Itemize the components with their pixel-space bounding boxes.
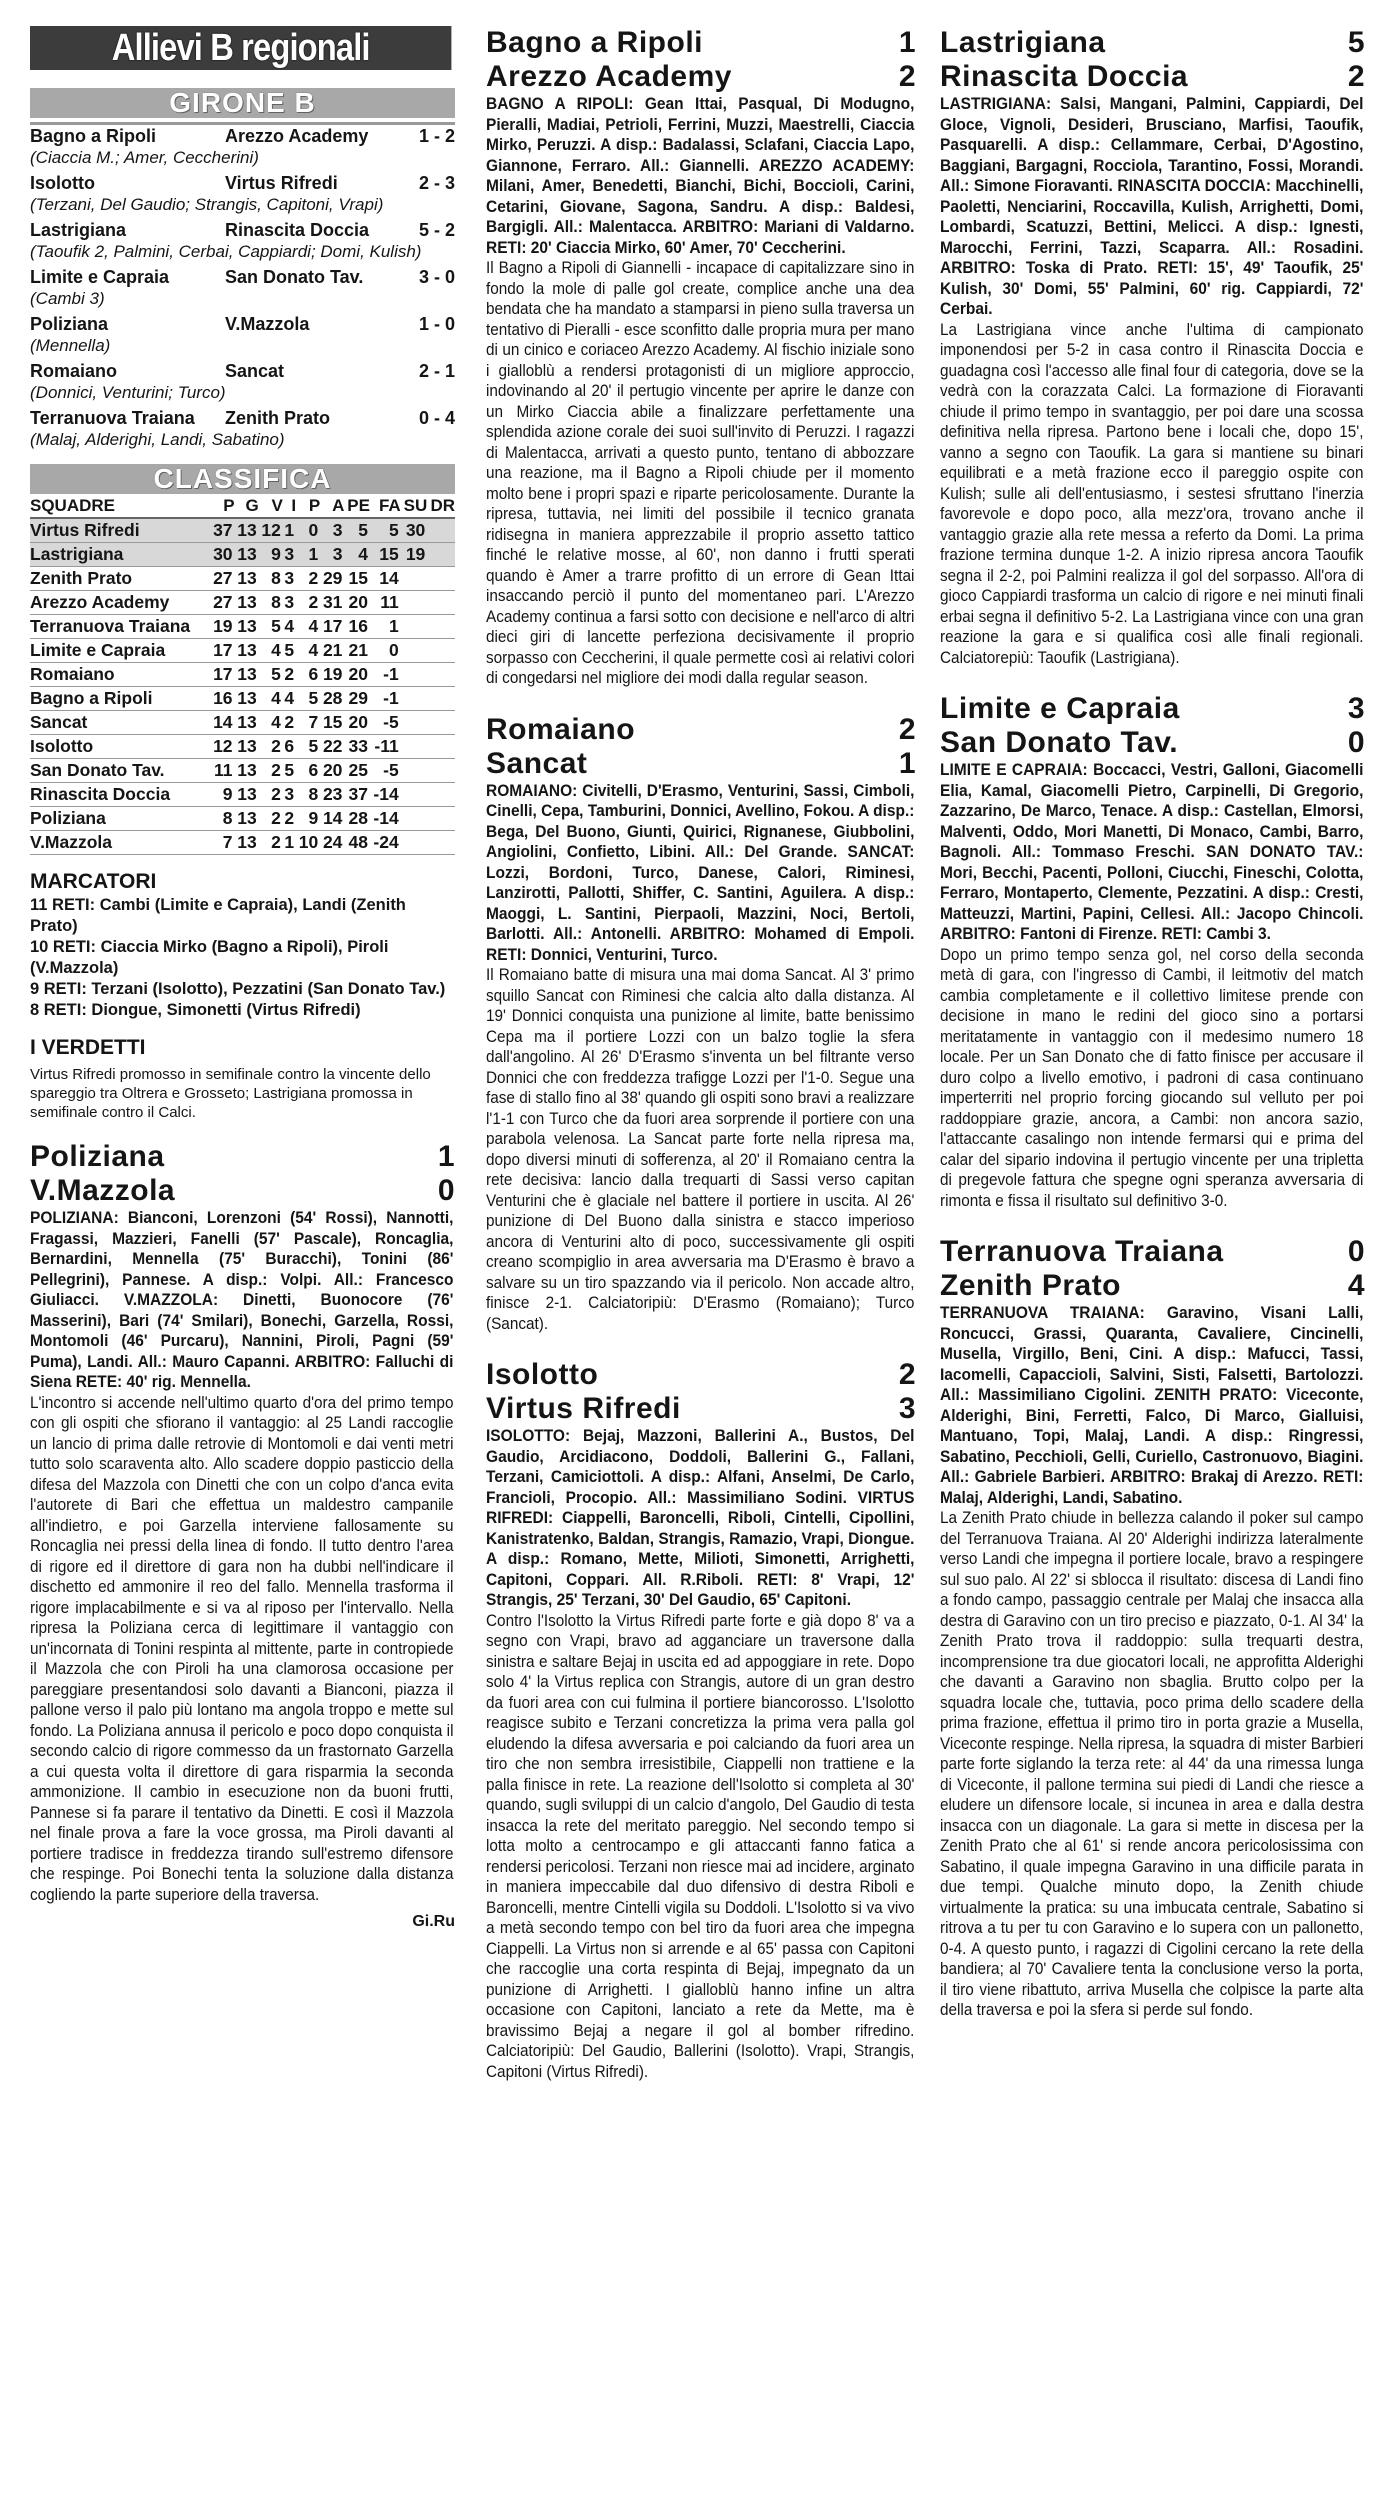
- result-scorers: (Terzani, Del Gaudio; Strangis, Capitoni, Vrapi): [30, 195, 384, 214]
- page-title: Allievi B regionali: [30, 26, 451, 70]
- standings-header: [30, 494, 455, 518]
- away-team: Rinascita Doccia: [225, 220, 370, 240]
- verdetti-heading: I VERDETTI: [30, 1036, 146, 1059]
- home-team: Bagno a Ripoli: [30, 126, 156, 146]
- standings-value: 11: [370, 591, 401, 615]
- match-score: 2 - 3: [418, 173, 455, 193]
- away-team: Zenith Prato: [225, 408, 331, 428]
- standings-value: 6: [296, 759, 320, 783]
- standings-value: 30: [401, 518, 428, 543]
- match-score: 0 - 4: [418, 408, 455, 428]
- standings-value: 5: [344, 518, 370, 543]
- team-name: Romaiano: [486, 712, 636, 746]
- standings-value: 2: [259, 831, 283, 855]
- score-line-home: [940, 1235, 1365, 1269]
- standings-value: 23: [320, 783, 344, 807]
- standings-value: 2: [259, 783, 283, 807]
- standings-value: 5: [370, 518, 401, 543]
- standings-value: [401, 591, 428, 615]
- standings-team: San Donato Tav.: [30, 759, 210, 783]
- right-column: [940, 0, 1365, 2021]
- team-score: 0: [1347, 726, 1365, 759]
- team-score: 1: [437, 1140, 455, 1173]
- standings-value: 13: [235, 591, 259, 615]
- article-lastrigiana: [940, 26, 1365, 668]
- standings-col-header: G: [235, 494, 259, 518]
- result-row: [30, 172, 455, 194]
- standings-value: 20: [344, 591, 370, 615]
- team-score: 0: [437, 1174, 455, 1207]
- standings-value: 4: [259, 711, 283, 735]
- standings-value: 20: [344, 663, 370, 687]
- standings-value: -5: [370, 759, 401, 783]
- standings-value: 17: [320, 615, 344, 639]
- standings-value: 14: [210, 711, 234, 735]
- home-team: Limite e Capraia: [30, 267, 170, 287]
- standings-value: 12: [210, 735, 234, 759]
- standings-team: Virtus Rifredi: [30, 518, 210, 543]
- standings-value: 6: [283, 735, 296, 759]
- team-name: Bagno a Ripoli: [486, 26, 703, 59]
- standings-value: [427, 759, 455, 783]
- standings-value: 17: [210, 639, 234, 663]
- standings-value: [401, 687, 428, 711]
- girone-heading: GIRONE B: [30, 88, 455, 118]
- standings-value: 28: [320, 687, 344, 711]
- standings-row: [30, 591, 455, 615]
- standings-value: 1: [283, 831, 296, 855]
- standings-value: 7: [296, 711, 320, 735]
- standings-value: 20: [344, 711, 370, 735]
- standings-row: [30, 807, 455, 831]
- result-row: [30, 313, 455, 335]
- team-name: Virtus Rifredi: [486, 1392, 681, 1425]
- standings-value: -14: [370, 783, 401, 807]
- match-score: 1 - 0: [418, 314, 455, 334]
- standings-value: 13: [235, 783, 259, 807]
- home-team: Isolotto: [30, 173, 95, 193]
- team-score: 5: [1347, 26, 1365, 59]
- standings-row: [30, 663, 455, 687]
- standings-team: Zenith Prato: [30, 567, 210, 591]
- standings-row: [30, 759, 455, 783]
- standings-value: 9: [259, 543, 283, 567]
- middle-column: [486, 0, 916, 2082]
- standings-team: V.Mazzola: [30, 831, 210, 855]
- lineups: ROMAIANO: Civitelli, D'Erasmo, Venturini, Sassi, Cimboli, Cinelli, Cepa, Tamburini, Donnici, Avellino, Fokou. A disp.: Bega, Del Buono, Giunti, Quirici, Rignanese, Giubbolini, Angiolini, Confietto, Libini. All.: Del Grande. SANCAT: Lozzi, Bordoni, Turco, Danese, Calori, Riminesi, Lanzirotti, Pallotti, Shiffer, C. Santini, Aguilera. A disp.: Maoggi, L. Santini, Pierpaoli, Mazzini, Noci, Bertoli, Barlotti. All.: Antonelli. ARBITRO: Mohamed di Empoli. RETI: Donnici, Venturini, Turco.: [486, 781, 915, 964]
- standings-value: 9: [210, 783, 234, 807]
- score-line-away: [30, 1174, 455, 1208]
- standings-col-header: P: [210, 494, 234, 518]
- team-name: Poliziana: [30, 1140, 165, 1173]
- author-signature: Gi.Ru: [412, 1913, 455, 1930]
- standings-value: 5: [296, 735, 320, 759]
- standings-value: 19: [401, 543, 428, 567]
- standings-value: 27: [210, 567, 234, 591]
- standings-team: Sancat: [30, 711, 210, 735]
- standings-value: 3: [320, 518, 344, 543]
- score-line-away: [940, 726, 1365, 760]
- team-name: Zenith Prato: [940, 1269, 1122, 1302]
- away-team: V.Mazzola: [225, 314, 310, 334]
- standings-value: [401, 783, 428, 807]
- standings-team: Arezzo Academy: [30, 591, 210, 615]
- score-line-away: [486, 60, 916, 94]
- standings-value: [401, 711, 428, 735]
- standings-value: 25: [344, 759, 370, 783]
- lineups: BAGNO A RIPOLI: Gean Ittai, Pasqual, Di Modugno, Pieralli, Madiai, Petrioli, Ferrini, Muzzi, Maestrelli, Ciaccia Mirko, Peruzzi. A disp.: Badalassi, Sclafani, Ciaccia Lapo, Giannone, Ferraro. All.: Giannelli. AREZZO ACADEMY: Milani, Amer, Benedetti, Bianchi, Bichi, Boccioli, Carini, Cetarini, Giovane, Sagona, Sandru. A disp.: Baldesi, Bargigli. All.: Malentacca. ARBITRO: Mariani di Valdarno. RETI: 20' Ciaccia Mirko, 60' Amer, 70' Ceccherini.: [486, 95, 915, 257]
- team-score: 1: [898, 746, 916, 780]
- standings-value: 21: [344, 639, 370, 663]
- standings-value: 13: [235, 663, 259, 687]
- standings-value: 37: [210, 518, 234, 543]
- standings-team: Romaiano: [30, 663, 210, 687]
- away-team: Virtus Rifredi: [225, 173, 338, 193]
- standings-value: [401, 759, 428, 783]
- standings-value: 3: [283, 783, 296, 807]
- score-line-home: [486, 713, 916, 747]
- result-row: [30, 360, 455, 382]
- standings-value: 19: [320, 663, 344, 687]
- standings-value: 0: [370, 639, 401, 663]
- standings-col-header: SU: [401, 494, 428, 518]
- standings-value: 3: [283, 591, 296, 615]
- score-line-home: [30, 1140, 455, 1174]
- scorers-list: [30, 895, 455, 1021]
- standings-col-header: PE: [344, 494, 370, 518]
- standings-value: 2: [296, 591, 320, 615]
- result-scorers: (Ciaccia M.; Amer, Ceccherini): [30, 148, 259, 167]
- standings-value: [427, 543, 455, 567]
- standings-col-header: FA: [370, 494, 401, 518]
- standings-col-header: A: [320, 494, 344, 518]
- result-scorers: (Mennella): [30, 336, 111, 355]
- standings-value: 2: [259, 759, 283, 783]
- article-bagno: [486, 26, 916, 689]
- result-row: [30, 125, 455, 147]
- team-score: 3: [898, 1392, 916, 1425]
- standings-value: 13: [235, 759, 259, 783]
- standings-value: [401, 831, 428, 855]
- standings-value: 4: [259, 639, 283, 663]
- scorer-line: 11 RETI: Cambi (Limite e Capraia), Landi (Zenith Prato): [30, 896, 406, 935]
- standings-value: 9: [296, 807, 320, 831]
- article-body: La Lastrigiana vince anche l'ultima di campionato imponendosi per 5-2 in casa contro il Rinascita Doccia e guadagna così l'accesso alle final four di categoria, dove se la vedrà con la corazzata Calci. La formazione di Fioravanti chiude il primo tempo in svantaggio, per poi dare una scossa definitiva nella ripresa. Partono bene i locali che, dopo 15', vanno a segno con Taoufik. La gara si mantiene su binari equilibrati e a metà frazione ecco il pareggio ospite con Kulish; sulle ali dell'entusiasmo, i sestesi sfruttano l'inerzia favorevole e dopo poco, alla mezz'ora, trovano anche il vantaggio grazie alla rete messa a referto da Domi. La prima frazione termina dunque 1-2. A inizio ripresa ancora Taoufik segna il 2-2, poi Palmini realizza il gol del sorpasso. All'ora di gioco Cappiardi trasforma un calcio di rigore e nei minuti finali erbai segna il definitivo 5-2. La Lastrigiana vince con una gran reazione la gara e si qualifica così alle finali regionali. Calciatorepiù: Taoufik (Lastrigiana).: [940, 320, 1364, 667]
- left-column: [30, 0, 455, 1931]
- score-line-home: [486, 26, 916, 60]
- standings-value: [427, 567, 455, 591]
- standings-row: [30, 543, 455, 567]
- team-score: 2: [898, 60, 916, 93]
- results-list: [30, 125, 455, 450]
- article-body: Dopo un primo tempo senza gol, nel corso della seconda metà di gara, con l'ingresso di Cambi, il leitmotiv del match cambia completamente e il collettivo limitese prende con decisione in mano le redini del gioco sino a portarsi meritatamente in vantaggio con il medesimo numero 18 locale. Per un San Donato che di fatto finisce per accusare il duro colpo a livello emotivo, i padroni di casa continuano imperterriti nel proprio forcing giocando sul velluto per poi raddoppiare grazie, ancora, a Cambi: non ancora sazio, l'attaccante casalingo non intende fermarsi qui e prima del calar del sipario indovina il pertugio vincente per una tripletta di pregevole fattura che spegne ogni speranza avversaria di rimonta e fissa il risultato sul definitivo 3-0.: [940, 945, 1364, 1210]
- home-team: Poliziana: [30, 314, 109, 334]
- standings-value: 4: [296, 639, 320, 663]
- standings-value: 1: [296, 543, 320, 567]
- standings-value: [427, 591, 455, 615]
- standings-value: 21: [320, 639, 344, 663]
- standings-value: 2: [296, 567, 320, 591]
- standings-row: [30, 735, 455, 759]
- standings-team: Terranuova Traiana: [30, 615, 210, 639]
- score-line-home: [486, 1358, 916, 1392]
- standings-value: 10: [296, 831, 320, 855]
- standings-row: [30, 831, 455, 855]
- standings-value: 15: [320, 711, 344, 735]
- standings-value: 2: [259, 807, 283, 831]
- team-name: San Donato Tav.: [940, 726, 1179, 759]
- standings-value: 5: [296, 687, 320, 711]
- team-score: 0: [1347, 1235, 1365, 1268]
- standings-value: 3: [283, 567, 296, 591]
- team-score: 2: [898, 1358, 916, 1391]
- standings-value: [427, 831, 455, 855]
- standings-value: 12: [259, 518, 283, 543]
- standings-value: 13: [235, 543, 259, 567]
- standings-value: [427, 639, 455, 663]
- standings-value: 13: [235, 639, 259, 663]
- result-scorers: (Cambi 3): [30, 289, 105, 308]
- standings-value: [401, 807, 428, 831]
- team-name: Sancat: [486, 746, 588, 780]
- standings-value: -14: [370, 807, 401, 831]
- standings-value: 13: [235, 831, 259, 855]
- marcatori-heading: MARCATORI: [30, 870, 157, 893]
- standings-value: 13: [235, 711, 259, 735]
- standings-value: -1: [370, 663, 401, 687]
- home-team: Romaiano: [30, 361, 118, 381]
- standings-value: 20: [320, 759, 344, 783]
- standings-value: 22: [320, 735, 344, 759]
- standings-value: 17: [210, 663, 234, 687]
- team-name: Arezzo Academy: [486, 60, 732, 93]
- article-terranuova: [940, 1235, 1365, 2021]
- team-score: 4: [1347, 1269, 1365, 1302]
- standings-value: 37: [344, 783, 370, 807]
- standings-value: 5: [283, 639, 296, 663]
- standings-team: Limite e Capraia: [30, 639, 210, 663]
- standings-value: 8: [296, 783, 320, 807]
- standings-value: 48: [344, 831, 370, 855]
- standings-value: 4: [283, 687, 296, 711]
- team-score: 2: [1347, 60, 1365, 93]
- standings-value: -1: [370, 687, 401, 711]
- lineups: LIMITE E CAPRAIA: Boccacci, Vestri, Galloni, Giacomelli Elia, Kamal, Giacomelli Pietro, Carpinelli, Di Gregorio, Zazzarino, De Marco, Tenace. A disp.: Castellan, Elmorsi, Malventi, Oddo, Mori Manetti, Di Monaco, Cambi, Barro, Bagnoli. All.: Tommaso Freschi. SAN DONATO TAV.: Mori, Becchi, Pacenti, Polloni, Ciucchi, Fineschi, Colotta, Ferraro, Montaperto, Clemente, Pezzatini. A disp.: Cresti, Matteuzzi, Martini, Papini, Cellesi. All.: Jacopo Chincoli. ARBITRO: Fantoni di Firenze. RETI: Cambi 3.: [940, 761, 1364, 943]
- away-team: San Donato Tav.: [225, 267, 364, 287]
- score-line-home: [940, 692, 1365, 726]
- standings-value: 29: [344, 687, 370, 711]
- standings-col-header: SQUADRE: [30, 494, 210, 518]
- lineups: LASTRIGIANA: Salsi, Mangani, Palmini, Cappiardi, Del Gloce, Vignoli, Desideri, Brusciano, Marfisi, Taoufik, Pasquarelli. A disp.: Cellammare, Cerbai, D'Agostino, Baggiani, Bargagni, Rocciola, Tarantino, Fossi, Morandi. All.: Simone Fioravanti. RINASCITA DOCCIA: Macchinelli, Paoletti, Nenciarini, Roccavilla, Kulish, Arrighetti, Domi, Lombardi, Scatuzzi, Bettini, Melicci. A disp.: Ignesti, Marocchi, Ferrini, Tazzi, Scaparra. All.: Rosadini. ARBITRO: Toska di Prato. RETI: 15', 49' Taoufik, 25' Kulish, 30' Domi, 55' Palmini, 60' rig. Cappiardi, 72' Cerbai.: [940, 95, 1364, 318]
- standings-team: Bagno a Ripoli: [30, 687, 210, 711]
- standings-row: [30, 639, 455, 663]
- standings-value: 4: [344, 543, 370, 567]
- standings-value: 29: [320, 567, 344, 591]
- standings-row: [30, 567, 455, 591]
- article-isolotto: [486, 1358, 916, 2082]
- lineups: POLIZIANA: Bianconi, Lorenzoni (54' Rossi), Nannotti, Fragassi, Mazzieri, Fanelli (57' Pascale), Roncaglia, Bernardini, Mennella (75' Buracchi), Tonini (86' Pellegrini), Pannese. A disp.: Volpi. All.: Francesco Giuliacci. V.MAZZOLA: Dinetti, Buonocore (76' Masserini), Bari (74' Smilari), Bonechi, Garzella, Rossi, Montomoli (46' Purcaru), Nannini, Piroli, Pagni (59' Puma), Landi. All.: Mauro Capanni. ARBITRO: Falluchi di Siena RETE: 40' rig. Mennella.: [30, 1209, 454, 1391]
- standings-value: 8: [259, 567, 283, 591]
- classifica-heading: CLASSIFICA: [30, 464, 455, 494]
- standings-value: 11: [210, 759, 234, 783]
- standings-value: 14: [320, 807, 344, 831]
- standings-row: [30, 687, 455, 711]
- standings-value: 5: [259, 615, 283, 639]
- home-team: Lastrigiana: [30, 220, 127, 240]
- score-line-away: [486, 1392, 916, 1426]
- standings-value: 13: [235, 735, 259, 759]
- standings-value: 8: [259, 591, 283, 615]
- standings-value: [401, 735, 428, 759]
- team-name: Rinascita Doccia: [940, 60, 1189, 93]
- standings-value: 15: [344, 567, 370, 591]
- article-body: L'incontro si accende nell'ultimo quarto d'ora del primo tempo con gli ospiti che sfiorano il vantaggio: al 25 Landi raccoglie un lancio di prima dalle retrovie di Montomoli e dai venti metri tutto solo scaraventa alto. Allo scadere doppio pasticcio della difesa del Mazzola con Dinetti che con un colpo d'anca evita l'autorete di Bari che effettua un maldestro campanile all'indietro, e poi Garzella interviene fallosamente su Roncaglia nei pressi della linea di fondo. Il tutto dentro l'area di rigore ed il direttore di gara non ha dubbi nell'indicare il dischetto ed ammonire il reo del fallo. Mennella trasforma il rigore implacabilmente e si va al riposo per l'intervallo. Nella ripresa la Poliziana cerca di legittimare il vantaggio con un'incornata di Tonini respinta al mittente, parte in contropiede il Mazzola che con Piroli ha una clamorosa occasione per pareggiare presentandosi solo davanti a Bianconi, piazza il pallone verso il palo più lontano ma angola troppo e mette sul fondo. La Poliziana annusa il pericolo e poco dopo conquista il secondo calcio di rigore commesso da un frastornato Garzella a cui questa volta il direttore di gara risparmia la seconda ammonizione. Il cambio in esecuzione non da buoni frutti, Pannese si fa parare il tentativo da Dinetti. E così il Mazzola nel finale prova a fare la voce grossa, ma Piroli davanti al portiere tradisce in freddezza tirando sull'estremo difensore che respinge. Poi Bonechi tenta la soluzione dalla distanza cogliendo la parte superiore della traversa.: [30, 1393, 454, 1904]
- standings-value: 28: [344, 807, 370, 831]
- standings-value: 33: [344, 735, 370, 759]
- standings-value: [427, 711, 455, 735]
- standings-value: 2: [283, 711, 296, 735]
- standings-value: [427, 735, 455, 759]
- standings-value: [401, 639, 428, 663]
- standings-col-header: V: [259, 494, 283, 518]
- standings-value: [401, 663, 428, 687]
- standings-team: Isolotto: [30, 735, 210, 759]
- standings-value: 4: [259, 687, 283, 711]
- team-name: V.Mazzola: [30, 1174, 176, 1207]
- standings-value: 5: [283, 759, 296, 783]
- standings-value: 1: [283, 518, 296, 543]
- result-scorers: (Taoufik 2, Palmini, Cerbai, Cappiardi; Domi, Kulish): [30, 242, 422, 261]
- score-line-away: [940, 60, 1365, 94]
- standings-value: 6: [296, 663, 320, 687]
- result-row: [30, 407, 455, 429]
- standings-value: [427, 807, 455, 831]
- scorer-line: 9 RETI: Terzani (Isolotto), Pezzatini (San Donato Tav.): [30, 980, 446, 998]
- standings-value: 30: [210, 543, 234, 567]
- match-score: 3 - 0: [418, 267, 455, 287]
- verdetti-text: Virtus Rifredi promosso in semifinale contro la vincente dello spareggio tra Oltrera e Grosseto; Lastrigiana promossa in semifinale contro il Calci.: [30, 1066, 431, 1121]
- scorer-line: 10 RETI: Ciaccia Mirko (Bagno a Ripoli), Piroli (V.Mazzola): [30, 938, 389, 977]
- team-name: Lastrigiana: [940, 26, 1106, 59]
- lineups: ISOLOTTO: Bejaj, Mazzoni, Ballerini A., Bustos, Del Gaudio, Arcidiacono, Doddoli, Ballerini G., Fallani, Terzani, Camiciottoli. A disp.: Alfani, Anselmi, De Carlo, Francioli, Procopio. All.: Massimiliano Sodini. VIRTUS RIFREDI: Ciappelli, Baroncelli, Riboli, Cintelli, Cipollini, Kanistratenko, Baldan, Strangis, Ramazio, Vrapi, Diongue. A disp.: Romano, Mette, Milioti, Simonetti, Arrighetti, Capitoni, Coppari. All. R.Riboli. RETI: 8' Vrapi, 12' Strangis, 25' Terzani, 30' Del Gaudio, 65' Capitoni.: [486, 1427, 915, 1609]
- standings-value: [401, 567, 428, 591]
- article-body: La Zenith Prato chiude in bellezza calando il poker sul campo del Terranuova Traiana. Al 20' Alderighi indirizza lateralmente verso Landi che impegna il portiere locale, bravo a respingere sul suo palo. Al 22' si sblocca il risultato: discesa di Landi fino a fondo campo, passaggio centrale per Malaj che insacca alla destra di Garavino con un tiro preciso e piazzato, 0-1. Al 34' la Zenith Prato trova il raddoppio: sulla trequarti destra, incomprensione tra due giocatori locali, ne approfitta Alderighi che davanti a Garavino non sbaglia. Brutto colpo per la squadra locale che, tuttavia, poco prima dello scadere della prima frazione, effettua il primo tiro in porta grazie a Musella, Viceconte respinge. Nella ripresa, la squadra di mister Barbieri parte forte siglando la terza rete: al 44' da una rimessa lunga di Viceconte, il pallone termina sui piedi di Landi che riesce a eludere un difensore locale, si incunea in area e dalla destra insacca con un diagonale. La gara si mette in discesa per la Zenith Prato che al 61' si rende ancora pericolosissima con Sabatino, il quale impegna Garavino in una difficile parata in due tempi. Qualche minuto dopo, la Zenith chiude virtualmente la pratica: su una imbucata centrale, Sabatino si ritrova a tu per tu con Garavino e lo supera con un pallonetto, 0-4. A questo punto, i ragazzi di Cigolini cercano la rete della bandiera; al 70' Cavaliere tenta la conclusione verso la porta, il tiro viene ribattuto, arriva Musella che colpisce la parte alta della traversa e poi la sfera si perde sul fondo.: [940, 1509, 1364, 2019]
- standings-value: 8: [210, 807, 234, 831]
- score-line-away: [940, 1269, 1365, 1303]
- match-score: 1 - 2: [418, 126, 455, 146]
- article-body: Il Bagno a Ripoli di Giannelli - incapace di capitalizzare sino in fondo la mole di palle gol create, complice anche una dea bendata che ha mandato a stamparsi in pieno sulla traversa un tentativo di Pieralli - esce sconfitto dalle propria mura per mano di un cinico e coriaceo Arezzo Academy. Al fischio iniziale sono i giallоblù a rendersi protagonisti di un migliore approccio, indovinando al 20' il pertugio vincente per aprire le danze con un Mirko Ciaccia abile a finalizzare perfettamente una splendida azione corale dei suoi sull'invito di Peruzzi. I ragazzi di Malentacca, arrivati a questo punto, tentano di abbozzare una reazione, ma il Bagno a Ripoli chiude per il momento molto bene i propri spazi e riparte pericolosamente. Durante la ripresa, tuttavia, nei limiti del possibile il tecnico granata ridisegna in maniera apprezzabile il proprio assetto tattico finché le relative mosse, al 60', non danno i frutti sperati quando è Amer a trarre profitto di un errore di Gean Ittai insaccando perciò il punto del momentaneo pari. L'Arezzo Academy continua a farsi sotto con decisione e nell'arco di altri dieci giri di lancette perfeziona decisivamente il proprio sorpasso con Ceccherini, il quale permette così ai relativi colori di congedarsi nel migliore dei modi dalla regular season.: [486, 259, 915, 687]
- standings-row: [30, 615, 455, 639]
- standings-value: 16: [210, 687, 234, 711]
- standings-value: 7: [210, 831, 234, 855]
- scorer-line: 8 RETI: Diongue, Simonetti (Virtus Rifredi): [30, 1001, 361, 1019]
- result-scorers: (Donnici, Venturini; Turco): [30, 383, 226, 402]
- standings-value: -24: [370, 831, 401, 855]
- standings-value: 13: [235, 807, 259, 831]
- standings-value: 31: [320, 591, 344, 615]
- standings-value: 4: [283, 615, 296, 639]
- result-row: [30, 266, 455, 288]
- standings-value: 3: [283, 543, 296, 567]
- article-body: Contro l'Isolotto la Virtus Rifredi parte forte e già dopo 8' va a segno con Vrapi, bravo ad agganciare un traversone dalla sinistra e saltare Bejaj in uscita ed ad appoggiare in rete. Dopo solo 4' la Virtus replica con Strangis, autore di un gran destro da fuori area con cui fulmina il portiere biancorosso. L'Isolotto reagisce subito e Terzani concretizza la prima vera palla gol eludendo la difesa avversaria e poi calciando da fuori area un tiro che non sembra irresistibile, Ciappelli non trattiene e la palla finisce in rete. La reazione dell'Isolotto si completa al 30' quando, sugli sviluppi di un calcio d'angolo, Del Gaudio di testa insacca la rete del meritato pareggio. Nel secondo tempo si lotta molto a centrocampo e gli attaccanti fanno fatica a rendersi pericolosi. Terzani non riesce mai ad incidere, arginato in maniera impeccabile dal duo difensivo di destra Riboli e Baroncelli, mentre Cintelli vigila su Doddoli. L'Isolotto si va vivo a metà secondo tempo con bel tiro da fuori area che impegna Ciappelli. La Virtus non si arrende e al 65' passa con Capitoni che raccoglie una corta respinta di Bejaj, impegnato da un punizione di Arrighetti. I gialloblù hanno infine un altra occasione con Capitoni, lanciato a rete da Mette, ma è bravissimo Bejaj a negare il gol al bomber rifredino. Calciatoripiù: Del Gaudio, Ballerini (Isolotto). Vrapi, Strangis, Capitoni (Virtus Rifredi).: [486, 1611, 915, 2081]
- score-line-away: [486, 747, 916, 781]
- standings-value: 27: [210, 591, 234, 615]
- article-romaiano: [486, 713, 916, 1335]
- standings-value: -11: [370, 735, 401, 759]
- result-scorers: (Malaj, Alderighi, Landi, Sabatino): [30, 430, 285, 449]
- article-body: Il Romaiano batte di misura una mai doma Sancat. Al 3' primo squillo Sancat con Riminesi che calcia alto dalla distanza. Al 19' Donnici conquista una punizione al limite, batte benissimo Cepa ma il portiere Lozzi con un balzo toglie la sfera dall'angolino. Al 26' D'Erasmo s'inventa un bel filtrante verso Donnici che con freddezza trafigge Lozzi per l'1-0. Segue una fase di stallo fino al 38' quando gli ospiti sono bravi a realizzare l'1-1 con Turco che da fuori area sorprende il portiere con una parabola velenosa. La Sancat parte forte nella ripresa ma, dopo diversi minuti di sofferenza, al 20' il Romaiano centra la rete decisiva: lancio dalla trequarti di Sassi verso capitan Venturini che è glaciale nel battere il portiere in uscita. Al 26' punizione di Del Buono dalla sinistra e stacco imperioso ancora di Venturini alto di poco, successivamente gli ospiti creano scompiglio in area avversaria ma D'Erasmo è bravo a salvare su un tiro spazzando via il pericolo. Non accade altro, finisce 2-1. Calciatoripiù: D'Erasmo (Romaiano); Turco (Sancat).: [486, 966, 915, 1333]
- result-row: [30, 219, 455, 241]
- away-team: Sancat: [225, 361, 285, 381]
- match-score: 5 - 2: [418, 220, 455, 240]
- standings-row: [30, 783, 455, 807]
- standings-value: 2: [283, 807, 296, 831]
- standings-value: 2: [259, 735, 283, 759]
- team-name: Terranuova Traiana: [940, 1235, 1224, 1268]
- standings-value: 3: [320, 543, 344, 567]
- team-score: 2: [898, 712, 916, 746]
- standings-value: [427, 687, 455, 711]
- standings-value: 14: [370, 567, 401, 591]
- article-poliziana: [30, 1140, 455, 1931]
- standings-value: 13: [235, 687, 259, 711]
- standings-col-header: DR: [427, 494, 455, 518]
- standings-value: [427, 783, 455, 807]
- standings-value: -5: [370, 711, 401, 735]
- team-name: Isolotto: [486, 1358, 599, 1391]
- standings-row: [30, 711, 455, 735]
- team-score: 1: [898, 26, 916, 59]
- standings-value: 13: [235, 567, 259, 591]
- standings-value: 1: [370, 615, 401, 639]
- standings-value: [427, 518, 455, 543]
- standings-table: [30, 494, 455, 855]
- standings-team: Poliziana: [30, 807, 210, 831]
- standings-value: 5: [259, 663, 283, 687]
- lineups: TERRANUOVA TRAIANA: Garavino, Visani Lalli, Roncucci, Grassi, Quaranta, Cavaliere, Cincinelli, Musella, Virgillo, Beni, Cini. A disp.: Mafucci, Tassi, Iacomelli, Capaccioli, Salvini, Sisti, Falsetti, Bartolozzi. All.: Massimiliano Cigolini. ZENITH PRATO: Viceconte, Alderighi, Bini, Ferretti, Falco, Di Marco, Gialluisi, Mantuano, Topi, Malaj, Landi. A disp.: Ringressi, Sabatino, Pecchioli, Gelli, Curiello, Castronuovo, Biagini. All.: Gabriele Barbieri. ARBITRO: Brakaj di Arezzo. RETI: Malaj, Alderighi, Landi, Sabatino.: [940, 1304, 1364, 1507]
- article-limite: [940, 692, 1365, 1211]
- standings-value: 13: [235, 518, 259, 543]
- standings-value: [427, 663, 455, 687]
- standings-team: Rinascita Doccia: [30, 783, 210, 807]
- standings-value: [427, 615, 455, 639]
- home-team: Terranuova Traiana: [30, 408, 195, 428]
- standings-row: [30, 518, 455, 543]
- team-name: Limite e Capraia: [940, 692, 1180, 725]
- standings-value: 15: [370, 543, 401, 567]
- standings-team: Lastrigiana: [30, 543, 210, 567]
- team-score: 3: [1347, 692, 1365, 725]
- standings-value: 24: [320, 831, 344, 855]
- standings-value: 16: [344, 615, 370, 639]
- away-team: Arezzo Academy: [225, 126, 369, 146]
- standings-value: 19: [210, 615, 234, 639]
- standings-value: 4: [296, 615, 320, 639]
- standings-col-header: I: [283, 494, 296, 518]
- standings-value: 2: [283, 663, 296, 687]
- standings-col-header: P: [296, 494, 320, 518]
- match-score: 2 - 1: [418, 361, 455, 381]
- standings-value: [401, 615, 428, 639]
- standings-value: 0: [296, 518, 320, 543]
- score-line-home: [940, 26, 1365, 60]
- standings-value: 13: [235, 615, 259, 639]
